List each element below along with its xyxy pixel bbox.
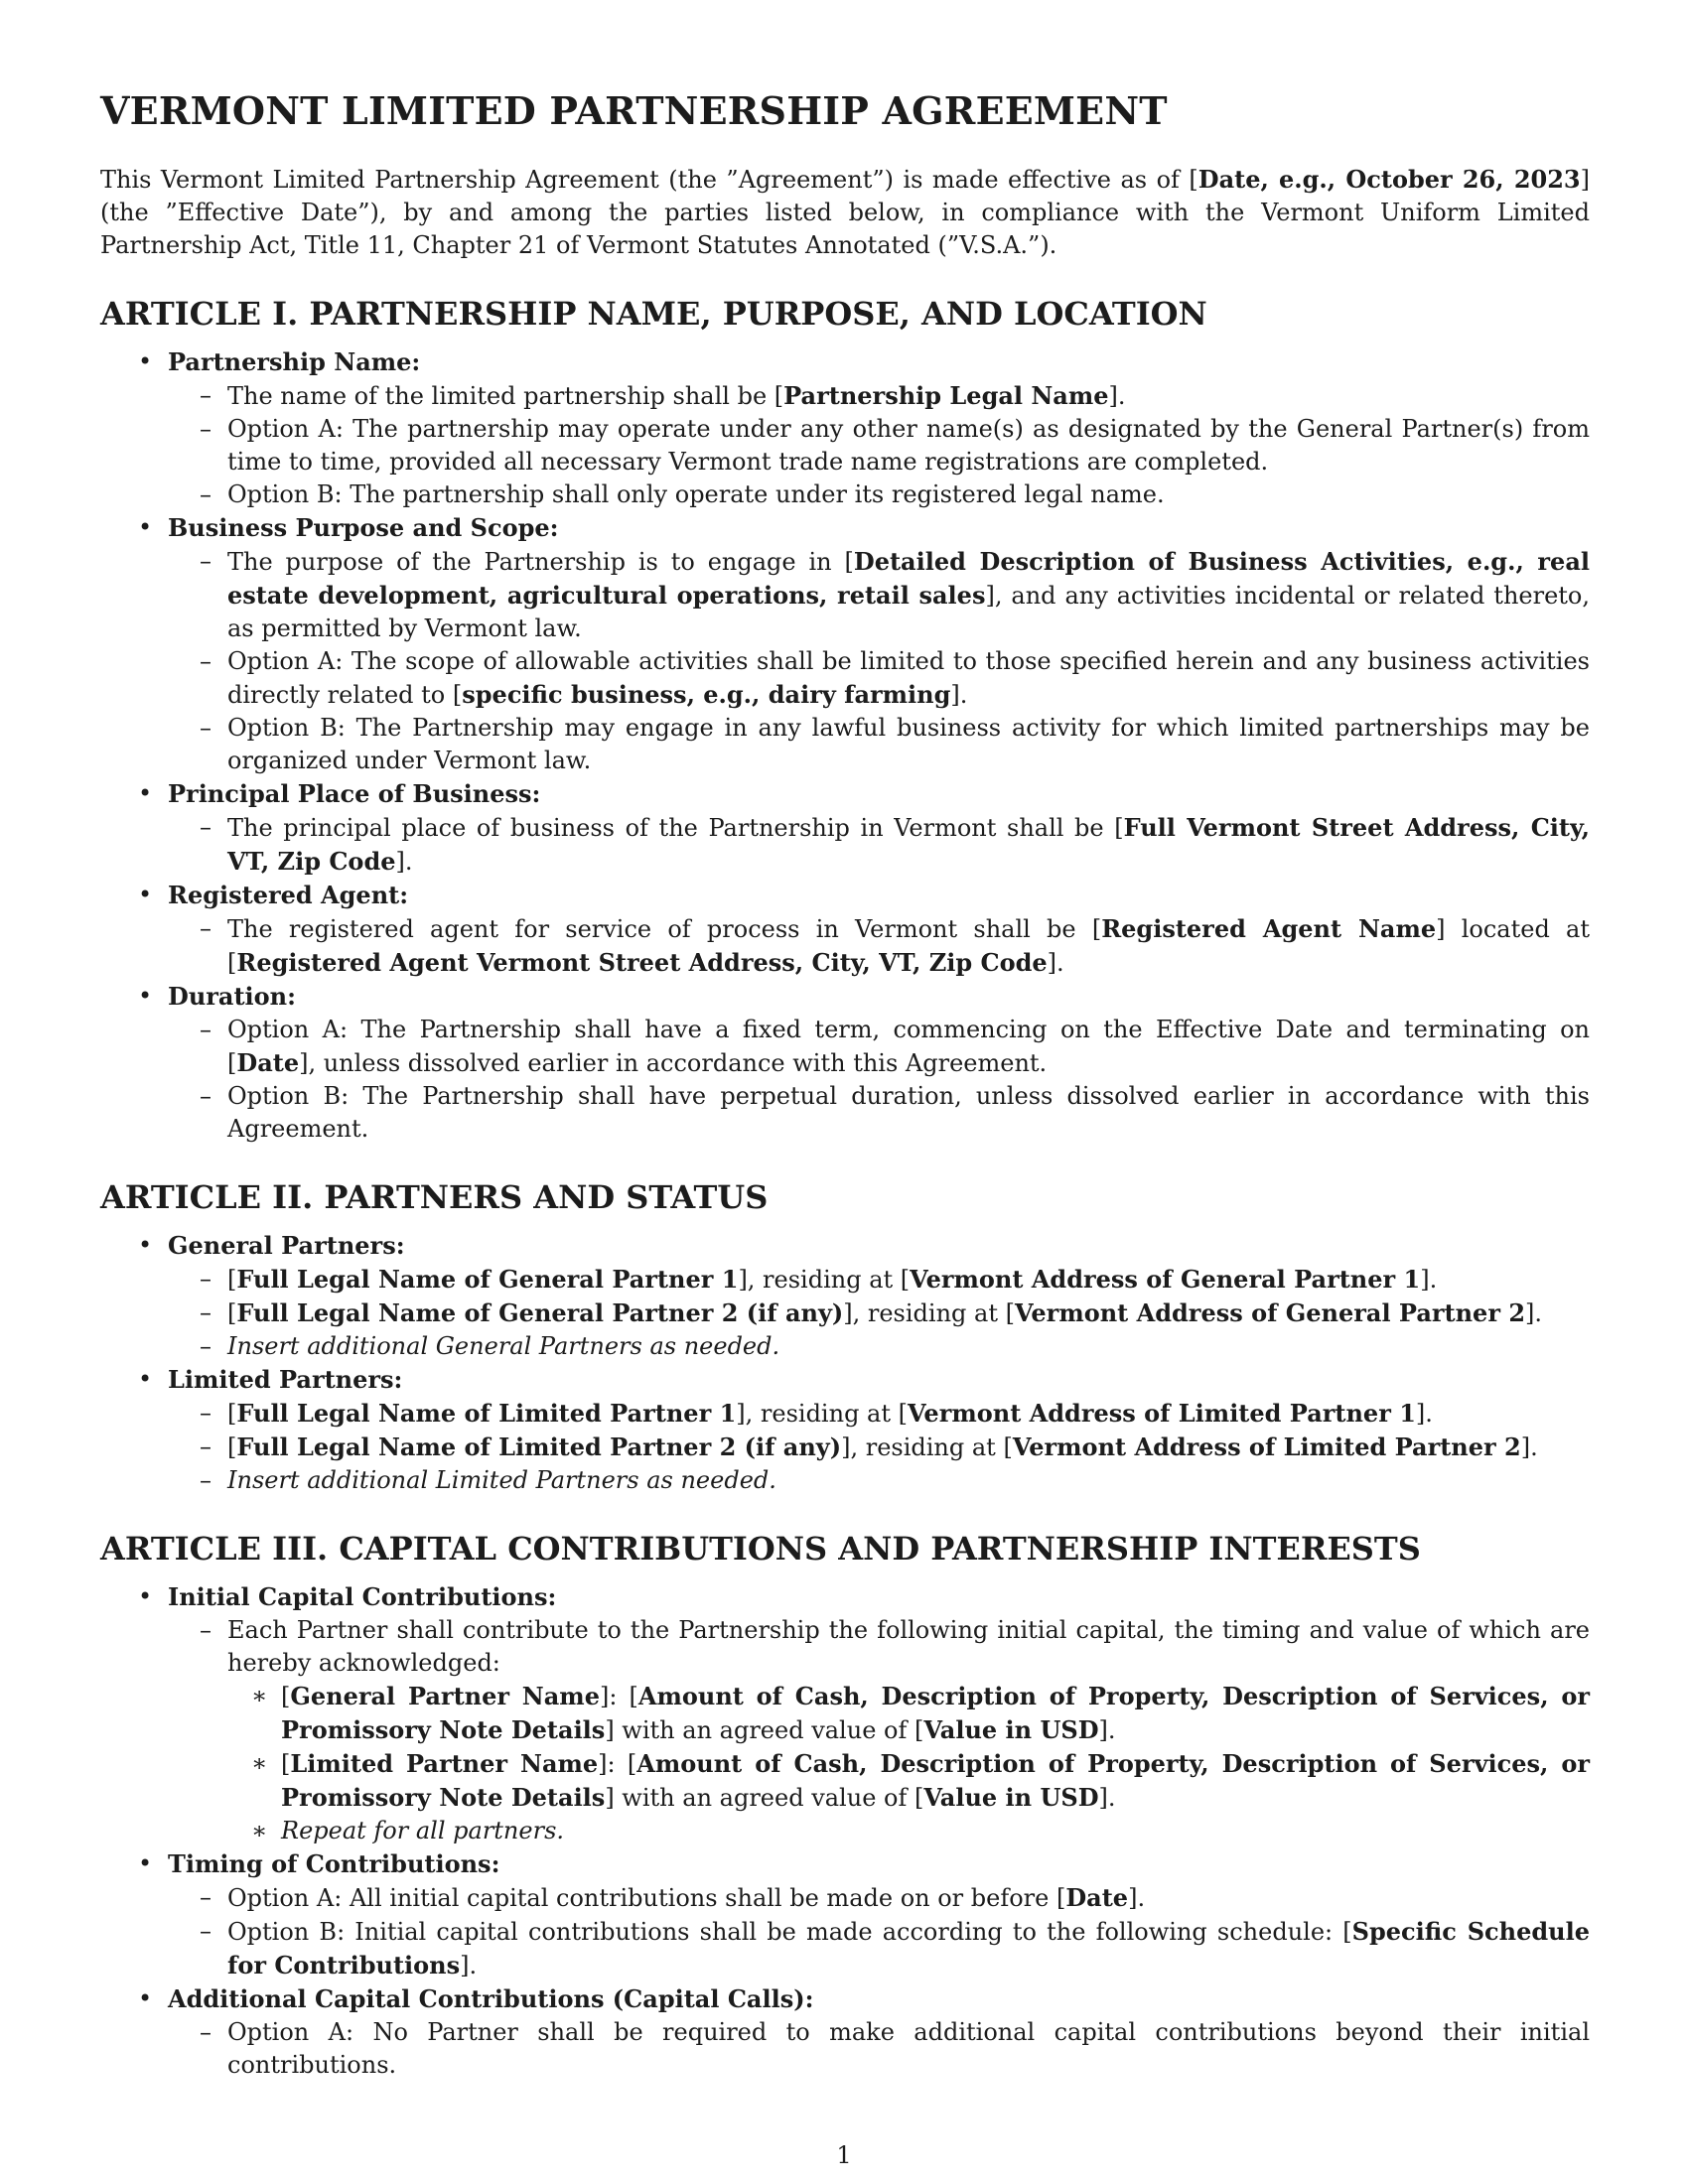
- placeholder-field: Value in USD: [923, 1715, 1099, 1744]
- list-item: [100, 511, 1590, 777]
- placeholder-field: Full Legal Name of Limited Partner 2 (if any): [236, 1433, 842, 1461]
- placeholder-field: Vermont Address of General Partner 1: [910, 1265, 1421, 1294]
- list-item: – Option A: No Partner shall be required to make additional capital contributions beyond their initial contributions.: [168, 2016, 1590, 2082]
- list-item: – The principal place of business of the Partnership in Vermont shall be [Full Vermont Street Address, City, VT, Zip Code].: [168, 811, 1590, 879]
- list-item: ∗ [General Partner Name]: [Amount of Cash, Description of Property, Description of Services, or Promissory Note Details] with an agreed value of [Value in USD].: [227, 1680, 1590, 1747]
- list-item: [100, 1363, 1590, 1497]
- list-item: [100, 1580, 1590, 1847]
- list-item: – Option A: The Partnership shall have a fixed term, commencing on the Effective Date and terminating on [Date], unless dissolved earlier in accordance with this Agreement.: [168, 1014, 1590, 1080]
- placeholder-field: Registered Agent Name: [1101, 914, 1437, 943]
- placeholder-field: Vermont Address of General Partner 2: [1014, 1298, 1526, 1327]
- list-item: [100, 1982, 1590, 2082]
- document-title: VERMONT LIMITED PARTNERSHIP AGREEMENT: [100, 88, 1168, 133]
- list-item: – [Full Legal Name of Limited Partner 2 (if any)], residing at [Vermont Address of Limited Partner 2].: [168, 1431, 1590, 1464]
- list-item: – Option B: The partnership shall only operate under its registered legal name.: [168, 478, 1590, 511]
- placeholder-field: Value in USD: [923, 1783, 1099, 1812]
- list-item: – Option B: Initial capital contributions shall be made according to the following schedule: [Specific Schedule for Contributions].: [168, 1915, 1590, 1982]
- list-item: – Option A: All initial capital contributions shall be made on or before [Date].: [168, 1881, 1590, 1915]
- list-item: – [Full Legal Name of Limited Partner 1], residing at [Vermont Address of Limited Partner 1].: [168, 1397, 1590, 1431]
- list-item: – Insert additional General Partners as needed.: [168, 1330, 1590, 1363]
- business-purpose-label: Business Purpose and Scope:: [168, 513, 559, 542]
- limited-partners-label: Limited Partners:: [168, 1365, 403, 1394]
- list-item: – Option A: The scope of allowable activities shall be limited to those specified herein and any business activities directly related to [specific business, e.g., dairy farming].: [168, 645, 1590, 712]
- placeholder-field: Detailed Description of Business Activities, e.g., real estate development, agricultural operations, retail sales: [227, 547, 1590, 610]
- article-3-heading: ARTICLE III. CAPITAL CONTRIBUTIONS AND PARTNERSHIP INTERESTS: [100, 1530, 1421, 1568]
- placeholder-field: Amount of Cash, Description of Property, Description of Services, or Promissory Note Details: [281, 1749, 1590, 1812]
- placeholder-field: Vermont Address of Limited Partner 2: [1012, 1433, 1521, 1461]
- general-partners-label: General Partners:: [168, 1231, 405, 1260]
- placeholder-field: Amount of Cash, Description of Property, Description of Services, or Promissory Note Details: [281, 1682, 1590, 1744]
- list-item: [100, 345, 1590, 511]
- placeholder-field: Date: [236, 1048, 300, 1077]
- list-item: – [Full Legal Name of General Partner 1], residing at [Vermont Address of General Partner 1].: [168, 1263, 1590, 1297]
- list-item: [100, 777, 1590, 879]
- placeholder-field: Limited Partner Name: [290, 1749, 599, 1778]
- registered-agent-label: Registered Agent:: [168, 881, 409, 909]
- placeholder-field: Date: [1065, 1883, 1129, 1912]
- placeholder-field: specific business, e.g., dairy farming: [462, 680, 951, 709]
- placeholder-field: Vermont Address of Limited Partner 1: [908, 1399, 1416, 1428]
- partnership-name-label: Partnership Name:: [168, 347, 421, 376]
- list-item: [100, 879, 1590, 980]
- placeholder-field: Partnership Legal Name: [783, 381, 1109, 410]
- list-item: – The registered agent for service of process in Vermont shall be [Registered Agent Name] located at [Registered Agent Vermont Street Address, City, VT, Zip Code].: [168, 912, 1590, 980]
- list-item: – The purpose of the Partnership is to engage in [Detailed Description of Business Activities, e.g., real estate development, agricultural operations, retail sales], and any activities incidental or related thereto, as permitted by Vermont law.: [168, 545, 1590, 645]
- list-item: [100, 1229, 1590, 1363]
- article-1-list: [100, 345, 1590, 1146]
- intro-text: ] (the ”Effective Date”), by and among the parties listed below, in compliance with the Vermont Uniform Limited Partnership Act, Title 11, Chapter 21 of Vermont Statutes Annotated (”V.S.A.”).: [100, 166, 1590, 259]
- effective-date-placeholder: Date, e.g., October 26, 2023: [1197, 165, 1581, 194]
- list-item: ∗ [Limited Partner Name]: [Amount of Cash, Description of Property, Description of Services, or Promissory Note Details] with an agreed value of [Value in USD].: [227, 1747, 1590, 1815]
- list-item: [100, 1847, 1590, 1982]
- intro-paragraph: [100, 163, 1590, 262]
- page-number: 1: [836, 2141, 852, 2169]
- article-3-list: [100, 1580, 1590, 2082]
- placeholder-field: Full Vermont Street Address, City, VT, Zip Code: [227, 813, 1590, 876]
- list-item: – [Full Legal Name of General Partner 2 (if any)], residing at [Vermont Address of General Partner 2].: [168, 1297, 1590, 1330]
- placeholder-field: Registered Agent Vermont Street Address, City, VT, Zip Code: [236, 948, 1048, 977]
- duration-label: Duration:: [168, 982, 296, 1011]
- list-item: – Option A: The partnership may operate under any other name(s) as designated by the General Partner(s) from time to time, provided all necessary Vermont trade name registrations are completed.: [168, 413, 1590, 478]
- list-item: ∗ Repeat for all partners.: [227, 1815, 1590, 1847]
- list-item: [100, 980, 1590, 1146]
- timing-label: Timing of Contributions:: [168, 1849, 500, 1878]
- placeholder-field: Full Legal Name of General Partner 2 (if any): [236, 1298, 844, 1327]
- principal-place-label: Principal Place of Business:: [168, 779, 541, 808]
- article-1-heading: ARTICLE I. PARTNERSHIP NAME, PURPOSE, AND LOCATION: [100, 295, 1207, 333]
- list-item: – Option B: The Partnership may engage in any lawful business activity for which limited partnerships may be organized under Vermont law.: [168, 712, 1590, 777]
- article-2-heading: ARTICLE II. PARTNERS AND STATUS: [100, 1178, 769, 1216]
- list-item: – Each Partner shall contribute to the Partnership the following initial capital, the timing and value of which are hereby acknowledged: ∗ [General Partner Name]: [Amount of Cash, Description of Property, Description of Services, or Promissory Note Details] with an agreed value of [Value in USD]. ∗ [Limited Partner Name]: [Amount of Cash, Description of Property, Description of Services, or Promissory Note Details] with an agreed value of [Value in USD]. ∗ Repeat for all partners.: [168, 1614, 1590, 1847]
- placeholder-field: Full Legal Name of General Partner 1: [236, 1265, 739, 1294]
- article-2-list: [100, 1229, 1590, 1497]
- list-item: – Option B: The Partnership shall have perpetual duration, unless dissolved earlier in accordance with this Agreement.: [168, 1080, 1590, 1146]
- list-item: – Insert additional Limited Partners as needed.: [168, 1464, 1590, 1497]
- document-page: [100, 79, 1590, 2112]
- list-item: – The name of the limited partnership shall be [Partnership Legal Name].: [168, 379, 1590, 413]
- intro-text: This Vermont Limited Partnership Agreement (the ”Agreement”) is made effective as of [: [100, 166, 1198, 194]
- placeholder-field: Full Legal Name of Limited Partner 1: [236, 1399, 737, 1428]
- placeholder-field: Specific Schedule for Contributions: [227, 1917, 1590, 1979]
- additional-capital-label: Additional Capital Contributions (Capital Calls):: [168, 1984, 814, 2013]
- initial-capital-label: Initial Capital Contributions:: [168, 1582, 557, 1611]
- placeholder-field: General Partner Name: [290, 1682, 600, 1710]
